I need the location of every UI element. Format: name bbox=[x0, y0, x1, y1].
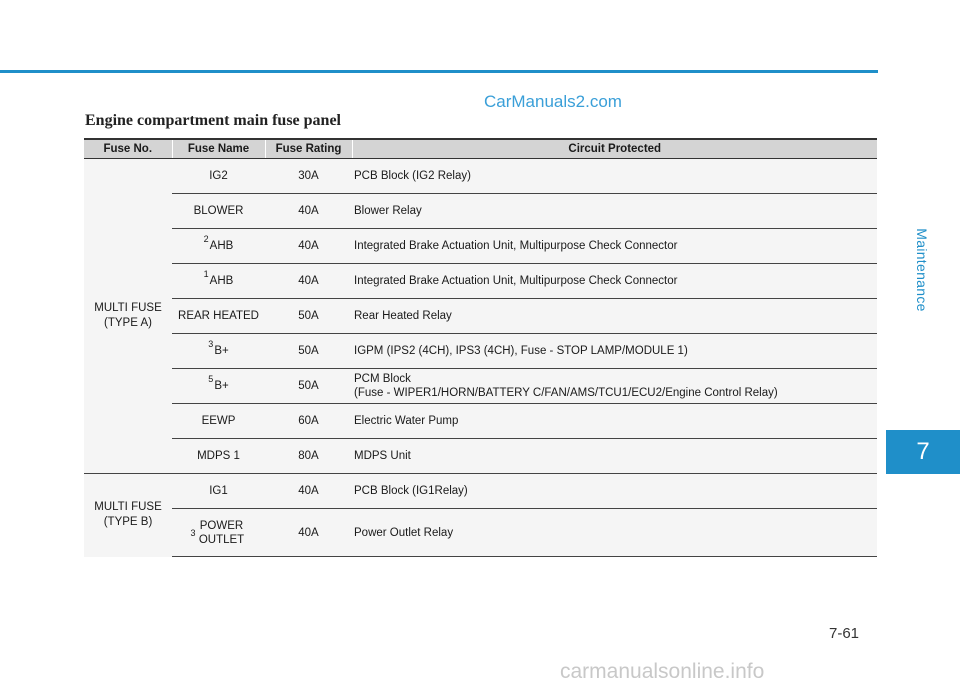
table-header-row bbox=[84, 139, 877, 159]
fuse-rating-cell: 50A bbox=[265, 369, 352, 404]
header-fuse-name: Fuse Name bbox=[172, 139, 265, 159]
table-row bbox=[84, 404, 877, 439]
circuit-text: Power Outlet Relay bbox=[354, 526, 454, 539]
fuse-rating-cell: 50A bbox=[265, 334, 352, 369]
fuse-table-container bbox=[84, 138, 877, 557]
fuse-name-text: B+ bbox=[214, 380, 229, 392]
circuit-text: Electric Water Pump bbox=[354, 415, 459, 427]
fuse-rating-cell: 80A bbox=[265, 439, 352, 474]
fuse-name-text: IG2 bbox=[209, 170, 228, 182]
circuit-protected-cell bbox=[352, 229, 877, 264]
fuse-name-text: MDPS 1 bbox=[197, 450, 240, 462]
fuse-name-cell bbox=[172, 229, 265, 264]
fuse-name-text: EEWP bbox=[201, 415, 236, 427]
fuse-name-cell bbox=[172, 369, 265, 404]
fuse-name-cell bbox=[172, 159, 265, 194]
table-row bbox=[84, 264, 877, 299]
circuit-protected-cell bbox=[352, 404, 877, 439]
page-number: 7-61 bbox=[829, 625, 860, 642]
table-row bbox=[84, 474, 877, 509]
table-row bbox=[84, 334, 877, 369]
fuse-name-cell bbox=[172, 404, 265, 439]
table-row bbox=[84, 229, 877, 264]
fuse-rating-cell: 40A bbox=[265, 194, 352, 229]
circuit-text-line2: (Fuse - WIPER1/HORN/BATTERY C/FAN/AMS/TCU1/ECU2/Engine Control Relay) bbox=[354, 387, 778, 399]
circuit-text: Integrated Brake Actuation Unit, Multipurpose Check Connector bbox=[354, 275, 678, 287]
fuse-name-cell bbox=[172, 474, 265, 509]
side-label-text: Maintenance bbox=[914, 228, 930, 312]
fuse-name-cell bbox=[172, 334, 265, 369]
top-rule bbox=[0, 70, 878, 73]
circuit-text: PCM Block bbox=[354, 373, 411, 385]
header-fuse-rating: Fuse Rating bbox=[265, 139, 352, 159]
footnote-marker: 5 bbox=[208, 374, 214, 384]
table-row bbox=[84, 194, 877, 229]
circuit-text: PCB Block (IG2 Relay) bbox=[354, 170, 471, 182]
fuse-no-cell: MULTI FUSE (TYPE B) bbox=[84, 474, 172, 557]
footnote-marker: 3 bbox=[190, 527, 196, 538]
fuse-rating-cell: 60A bbox=[265, 404, 352, 439]
circuit-protected-cell bbox=[352, 299, 877, 334]
fuse-rating-cell: 30A bbox=[265, 159, 352, 194]
fuse-name-cell bbox=[172, 264, 265, 299]
fuse-name-text: BLOWER bbox=[193, 205, 244, 217]
fuse-rating-cell: 40A bbox=[265, 509, 352, 557]
table-row bbox=[84, 299, 877, 334]
chapter-number-tab: 7 bbox=[886, 430, 960, 474]
chapter-side-label bbox=[886, 140, 960, 428]
circuit-protected-cell bbox=[352, 334, 877, 369]
fuse-name-text: POWER OUTLET bbox=[198, 519, 245, 546]
fuse-rating-cell: 40A bbox=[265, 229, 352, 264]
circuit-text: IGPM (IPS2 (4CH), IPS3 (4CH), Fuse - STOP LAMP/MODULE 1) bbox=[354, 345, 688, 357]
circuit-text: MDPS Unit bbox=[354, 450, 411, 462]
fuse-name-text: REAR HEATED bbox=[178, 310, 259, 322]
header-circuit-protected: Circuit Protected bbox=[352, 139, 877, 159]
fuse-name-text: AHB bbox=[209, 275, 234, 287]
fuse-rating-cell: 40A bbox=[265, 264, 352, 299]
footnote-marker: 1 bbox=[203, 269, 209, 279]
header-fuse-no: Fuse No. bbox=[84, 139, 172, 159]
circuit-text: PCB Block (IG1Relay) bbox=[354, 485, 468, 497]
table-row bbox=[84, 509, 877, 557]
circuit-text: Rear Heated Relay bbox=[354, 310, 452, 322]
fuse-name-cell bbox=[172, 509, 265, 557]
circuit-protected-cell bbox=[352, 509, 877, 557]
circuit-text: Integrated Brake Actuation Unit, Multipurpose Check Connector bbox=[354, 240, 678, 252]
fuse-rating-cell: 40A bbox=[265, 474, 352, 509]
watermark-top: CarManuals2.com bbox=[484, 92, 622, 111]
fuse-name-text: IG1 bbox=[209, 485, 228, 497]
watermark-bottom: carmanualsonline.info bbox=[560, 660, 765, 683]
fuse-table bbox=[84, 138, 877, 557]
section-title: Engine compartment main fuse panel bbox=[85, 112, 341, 129]
fuse-table-body bbox=[84, 159, 877, 557]
fuse-name-cell bbox=[172, 194, 265, 229]
circuit-protected-cell bbox=[352, 159, 877, 194]
table-row bbox=[84, 439, 877, 474]
fuse-rating-cell: 50A bbox=[265, 299, 352, 334]
circuit-protected-cell bbox=[352, 194, 877, 229]
fuse-name-text: B+ bbox=[214, 345, 229, 357]
fuse-no-cell: MULTI FUSE (TYPE A) bbox=[84, 159, 172, 474]
fuse-name-cell bbox=[172, 299, 265, 334]
footnote-marker: 2 bbox=[203, 234, 209, 244]
circuit-protected-cell bbox=[352, 439, 877, 474]
circuit-protected-cell bbox=[352, 474, 877, 509]
fuse-name-text: AHB bbox=[209, 240, 234, 252]
circuit-text: Blower Relay bbox=[354, 205, 422, 217]
circuit-protected-cell bbox=[352, 369, 877, 404]
table-row bbox=[84, 369, 877, 404]
footnote-marker: 3 bbox=[208, 339, 214, 349]
circuit-protected-cell bbox=[352, 264, 877, 299]
fuse-name-cell bbox=[172, 439, 265, 474]
table-row bbox=[84, 159, 877, 194]
